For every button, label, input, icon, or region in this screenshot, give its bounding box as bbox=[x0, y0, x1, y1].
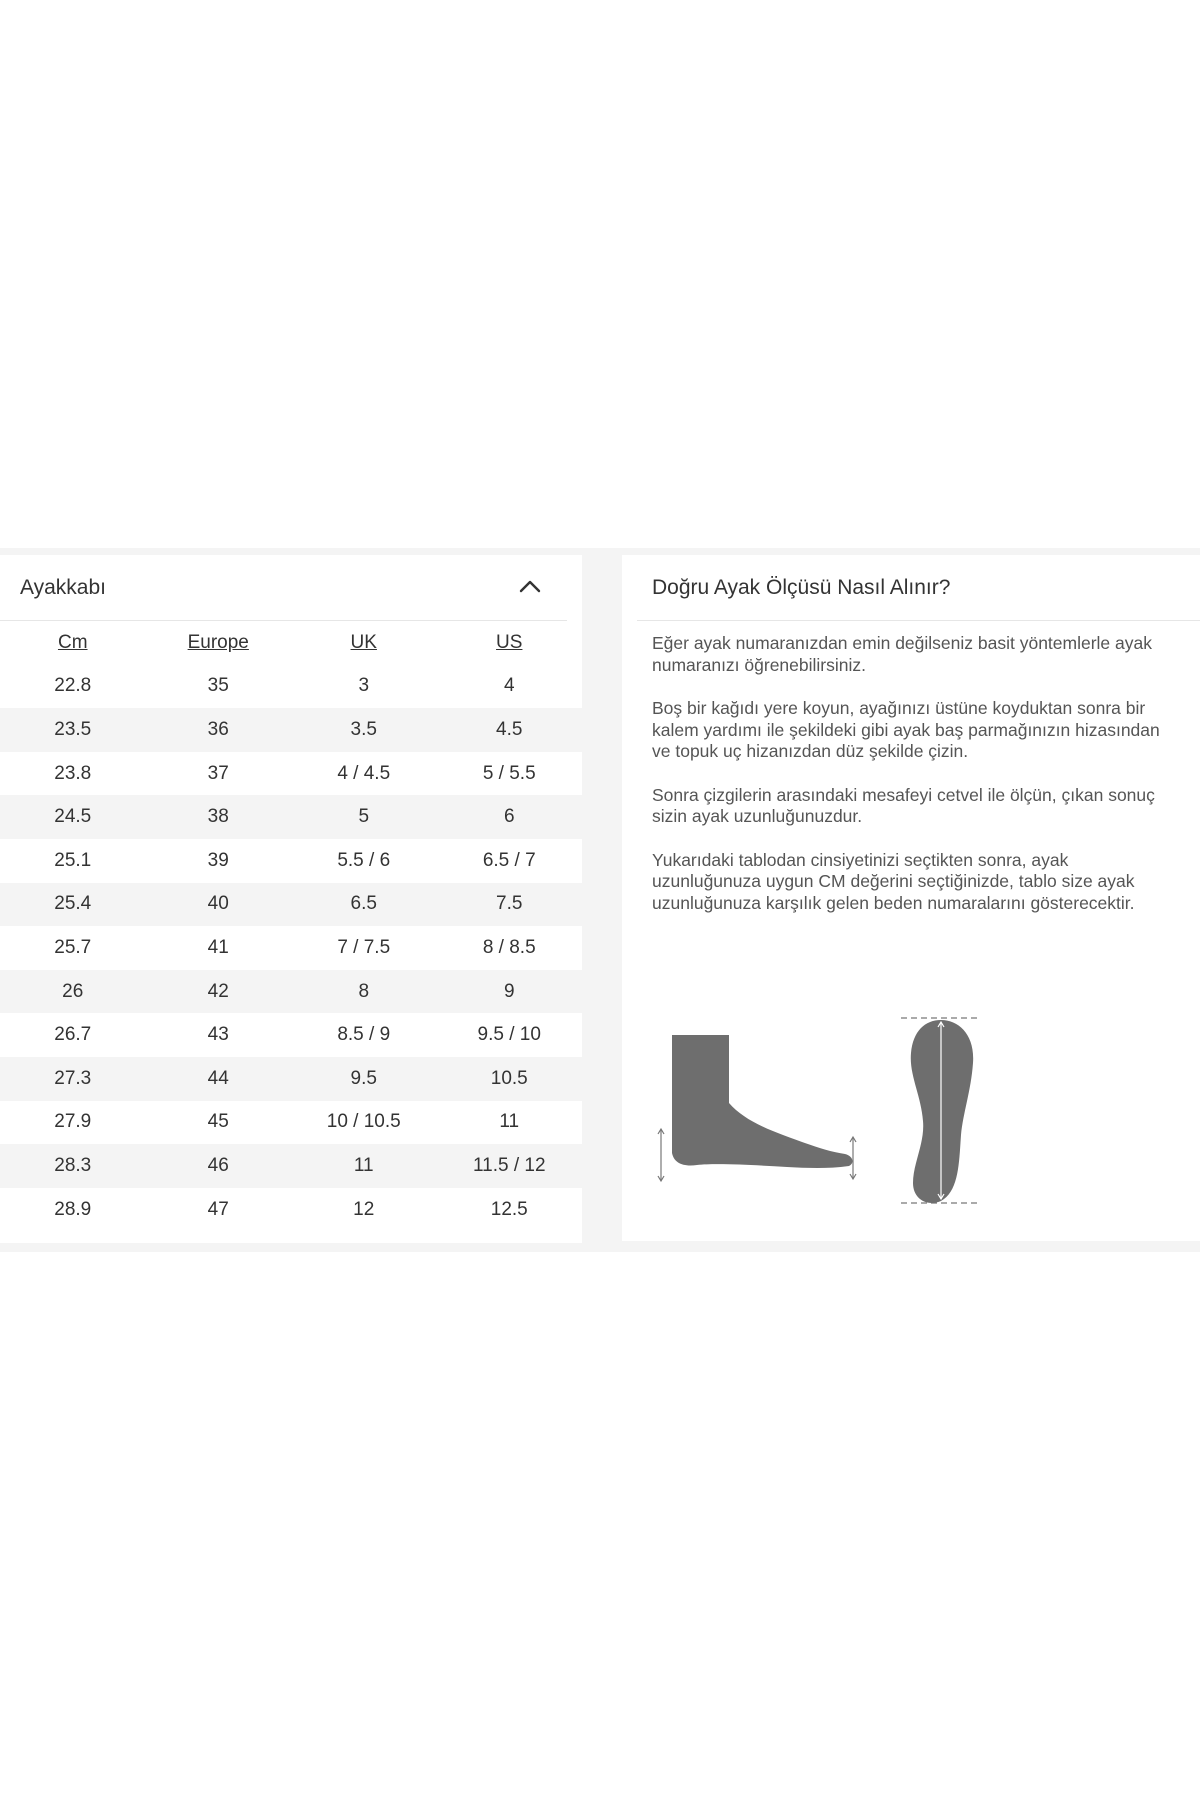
table-cell: 5.5 / 6 bbox=[337, 849, 391, 871]
table-cell: 24.5 bbox=[0, 795, 146, 839]
column-header-europe[interactable] bbox=[146, 621, 292, 665]
table-cell: 42 bbox=[146, 970, 292, 1014]
guide-paragraph: Eğer ayak numaranızdan emin değilseniz basit yöntemlerle ayak numaranızı öğrenebilirsiniz. bbox=[652, 633, 1152, 675]
table-cell: 7 / 7.5 bbox=[337, 936, 391, 958]
table-cell: 23.5 bbox=[0, 708, 146, 752]
size-chart-header[interactable] bbox=[0, 555, 567, 621]
table-cell: 3 bbox=[358, 675, 370, 697]
table-cell: 47 bbox=[207, 1198, 229, 1220]
measure-guide-text bbox=[652, 633, 1177, 936]
table-row[interactable] bbox=[0, 1144, 582, 1188]
table-cell: 11.5 / 12 bbox=[437, 1144, 583, 1188]
table-row[interactable] bbox=[0, 1101, 582, 1145]
table-row[interactable] bbox=[0, 1188, 582, 1232]
table-row[interactable] bbox=[0, 970, 582, 1014]
table-row[interactable] bbox=[0, 1013, 582, 1057]
size-chart-panel bbox=[0, 555, 582, 1243]
table-row[interactable] bbox=[0, 926, 582, 970]
table-cell: 7.5 bbox=[437, 883, 583, 927]
column-header-label: UK bbox=[350, 631, 377, 653]
column-header-uk[interactable] bbox=[291, 621, 437, 665]
table-row[interactable] bbox=[0, 665, 582, 709]
table-cell: 6 bbox=[437, 795, 583, 839]
table-cell: 37 bbox=[207, 762, 229, 784]
table-cell: 40 bbox=[146, 883, 292, 927]
foot-side-icon bbox=[658, 1035, 856, 1181]
column-header-label: Cm bbox=[57, 631, 88, 653]
table-cell: 5 bbox=[291, 795, 437, 839]
table-cell: 22.8 bbox=[54, 675, 92, 697]
table-cell: 38 bbox=[146, 795, 292, 839]
size-chart-title: Ayakkabı bbox=[20, 576, 106, 599]
foot-sole-icon bbox=[901, 1018, 979, 1203]
table-cell: 43 bbox=[207, 1024, 229, 1046]
foot-measure-illustration bbox=[657, 1013, 987, 1218]
table-cell: 8 / 8.5 bbox=[482, 936, 536, 958]
column-header-label: US bbox=[496, 631, 523, 653]
table-cell: 4 bbox=[503, 675, 515, 697]
chevron-up-icon bbox=[519, 579, 541, 593]
table-cell: 36 bbox=[146, 708, 292, 752]
table-row[interactable] bbox=[0, 795, 582, 839]
table-cell: 35 bbox=[207, 675, 229, 697]
size-table-header-row bbox=[0, 621, 582, 665]
guide-paragraph: Sonra çizgilerin arasındaki mesafeyi cetvel ile ölçün, çıkan sonuç sizin ayak uzunluğunuzdur. bbox=[652, 784, 1155, 826]
table-cell: 27.9 bbox=[54, 1111, 92, 1133]
table-cell: 11 bbox=[499, 1111, 520, 1133]
table-cell: 4.5 bbox=[437, 708, 583, 752]
table-cell: 25.4 bbox=[0, 883, 146, 927]
table-cell: 6.5 bbox=[291, 883, 437, 927]
table-cell: 44 bbox=[146, 1057, 292, 1101]
table-cell: 10 / 10.5 bbox=[326, 1111, 401, 1133]
table-cell: 6.5 / 7 bbox=[482, 849, 536, 871]
column-header-cm[interactable] bbox=[0, 621, 146, 665]
table-cell: 4 / 4.5 bbox=[337, 762, 391, 784]
guide-paragraph: Yukarıdaki tablodan cinsiyetinizi seçtikten sonra, ayak uzunluğunuza uygun CM değerini seçtiğinizde, tablo size ayak uzunluğunuza karşılık gelen beden numaralarını gösterecektir. bbox=[652, 849, 1135, 913]
table-row[interactable] bbox=[0, 708, 582, 752]
table-cell: 28.3 bbox=[0, 1144, 146, 1188]
column-header-label: Europe bbox=[187, 631, 249, 653]
size-table-body bbox=[0, 665, 582, 1232]
table-cell: 8 bbox=[291, 970, 437, 1014]
table-cell: 39 bbox=[207, 849, 229, 871]
table-cell: 11 bbox=[291, 1144, 437, 1188]
table-cell: 26.7 bbox=[54, 1024, 92, 1046]
table-cell: 41 bbox=[207, 936, 229, 958]
table-row[interactable] bbox=[0, 883, 582, 927]
table-cell: 8.5 / 9 bbox=[337, 1024, 391, 1046]
table-row[interactable] bbox=[0, 1057, 582, 1101]
table-cell: 26 bbox=[0, 970, 146, 1014]
table-row[interactable] bbox=[0, 752, 582, 796]
table-cell: 12 bbox=[353, 1198, 375, 1220]
table-cell: 25.1 bbox=[54, 849, 92, 871]
size-table bbox=[0, 621, 582, 1231]
column-header-us[interactable] bbox=[437, 621, 583, 665]
table-cell: 46 bbox=[146, 1144, 292, 1188]
table-cell: 9.5 bbox=[291, 1057, 437, 1101]
table-cell: 27.3 bbox=[0, 1057, 146, 1101]
table-cell: 5 / 5.5 bbox=[482, 762, 536, 784]
table-cell: 25.7 bbox=[54, 936, 92, 958]
guide-paragraph: Boş bir kağıdı yere koyun, ayağınızı üstüne koyduktan sonra bir kalem yardımı ile şekildeki gibi ayak baş parmağınızın hizasından ve topuk uç hizanızdan düz şekilde çizin. bbox=[652, 698, 1160, 761]
table-cell: 10.5 bbox=[437, 1057, 583, 1101]
table-cell: 23.8 bbox=[54, 762, 92, 784]
table-cell: 28.9 bbox=[54, 1198, 92, 1220]
measure-guide-panel bbox=[622, 555, 1200, 1241]
table-cell: 45 bbox=[207, 1111, 229, 1133]
table-row[interactable] bbox=[0, 839, 582, 883]
measure-guide-title: Doğru Ayak Ölçüsü Nasıl Alınır? bbox=[652, 576, 951, 599]
table-cell: 12.5 bbox=[490, 1198, 528, 1220]
table-cell: 3.5 bbox=[291, 708, 437, 752]
table-cell: 9.5 / 10 bbox=[477, 1024, 541, 1046]
table-cell: 9 bbox=[437, 970, 583, 1014]
collapse-toggle-button[interactable] bbox=[512, 573, 548, 603]
